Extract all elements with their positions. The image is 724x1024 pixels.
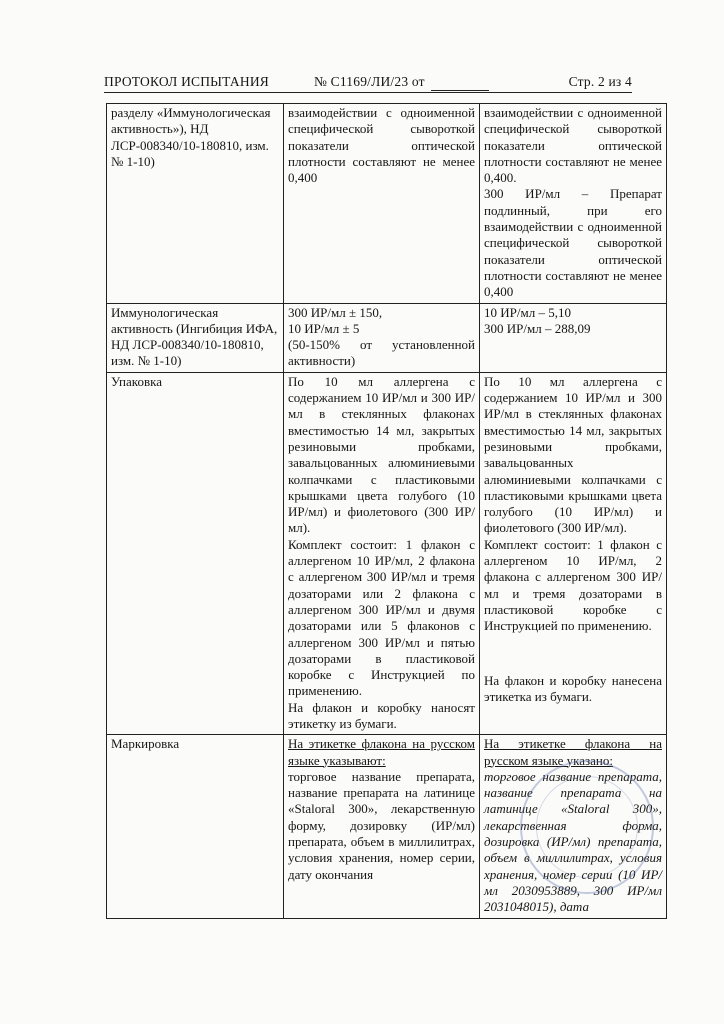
- requirement-heading: На этикетке флакона на русском языке указывают:: [288, 736, 475, 768]
- requirement-cell: [284, 104, 480, 304]
- indicator-cell: [107, 104, 284, 304]
- requirement-text: Комплект состоит: 1 флакон с аллергеном 10 ИР/мл, 2 флакона с аллергеном 300 ИР/мл и тремя дозаторами или 2 флакона с аллергеном 300 ИР/мл и двумя дозаторами или 5 флаконов с аллергеном 300 ИР/мл и пятью дозаторами в пластиковой коробке с Инструкцией по применению.: [288, 536, 475, 699]
- table-row: [107, 303, 667, 372]
- indicator-cell: [107, 372, 284, 735]
- result-cell: [480, 303, 667, 372]
- requirement-text: взаимодействии с одноименной специфической сывороткой показатели оптической плотности составляют не менее 0,400: [288, 105, 475, 186]
- requirement-text: 300 ИР/мл ± 150,: [288, 304, 383, 320]
- result-text: Комплект состоит: 1 флакон с аллергеном 10 ИР/мл, 2 флакона с аллергеном 300 ИР/мл и тремя дозаторами в пластиковой коробке с Инструкцией по применению.: [484, 536, 662, 634]
- requirement-cell: [284, 735, 480, 918]
- indicator-cell: [107, 735, 284, 918]
- spacer: [484, 635, 662, 673]
- indicator-name: Упаковка: [111, 373, 162, 389]
- table-row: [107, 735, 667, 918]
- result-cell: [480, 735, 667, 918]
- table-row: [107, 372, 667, 735]
- table-row: [107, 104, 667, 304]
- result-heading: На этикетке флакона на русском языке указано:: [484, 736, 662, 768]
- requirement-text: На флакон и коробку наносят этикетку из бумаги.: [288, 699, 475, 731]
- date-blank: [431, 78, 489, 91]
- result-text: По 10 мл аллергена с содержанием 10 ИР/мл и 300 ИР/мл в стеклянных флаконах вместимостью 14 мл, закрытых резиновыми пробками, завальцованных алюминиевыми колпачками с пластиковыми крышками цвета голубого (10 ИР/мл) и фиолетового (300 ИР/мл).: [484, 373, 662, 536]
- page-header: [104, 70, 632, 93]
- page-number: Стр. 2 из 4: [568, 74, 632, 89]
- requirement-text: 10 ИР/мл ± 5: [288, 320, 360, 336]
- result-text: торговое название препарата, название препарата на латинице «Staloral 300», лекарственная форма, дозировка (ИР/мл) препарата, объем в миллилитрах, условия хранения, номер серии (10 ИР/мл 2030953889, 300 ИР/мл 2031048015), дата: [484, 768, 662, 915]
- requirement-cell: [284, 303, 480, 372]
- requirement-text: По 10 мл аллергена с содержанием 10 ИР/мл и 300 ИР/мл в стеклянных флаконах вместимостью 14 мл, закрытых резиновыми пробками, завальцованных алюминиевыми колпачками с пластиковыми крышками цвета голубого (10 ИР/мл) и фиолетового (300 ИР/мл).: [288, 373, 475, 536]
- protocol-title: ПРОТОКОЛ ИСПЫТАНИЯ: [104, 74, 269, 89]
- result-cell: [480, 372, 667, 735]
- indicator-name: Маркировка: [111, 736, 180, 752]
- result-text: 300 ИР/мл – 288,09: [484, 320, 591, 336]
- indicator-name: Иммунологическая активность (Ингибиция ИФА, НД ЛСР-008340/10-180810, изм. № 1-10): [111, 304, 278, 369]
- test-results-table: [106, 103, 667, 919]
- result-text: На флакон и коробку нанесена этикетка из бумаги.: [484, 672, 662, 704]
- indicator-cell: [107, 303, 284, 372]
- requirement-text: (50-150% от установленной активности): [288, 337, 475, 369]
- result-text: 300 ИР/мл – Препарат подлинный, при его взаимодействии с одноименной специфической сывороткой показатели оптической плотности составляют не менее 0,400: [484, 186, 662, 300]
- requirement-text: торговое название препарата, название препарата на латинице «Staloral 300», лекарственную форму, дозировку (ИР/мл) препарата, объем в миллилитрах, условия хранения, номер серии, дату окончания: [288, 768, 475, 882]
- protocol-number: [314, 74, 425, 90]
- indicator-name: разделу «Иммунологическая активность»), НД ЛСР-008340/10-180810, изм. № 1-10): [111, 105, 271, 169]
- result-text: 10 ИР/мл – 5,10: [484, 304, 571, 320]
- result-text: взаимодействии с одноименной специфической сывороткой показатели оптической плотности составляют не менее 0,400.: [484, 105, 662, 186]
- result-cell: [480, 104, 667, 304]
- requirement-cell: [284, 372, 480, 735]
- protocol-number-text: № С1169/ЛИ/23 от: [314, 74, 425, 89]
